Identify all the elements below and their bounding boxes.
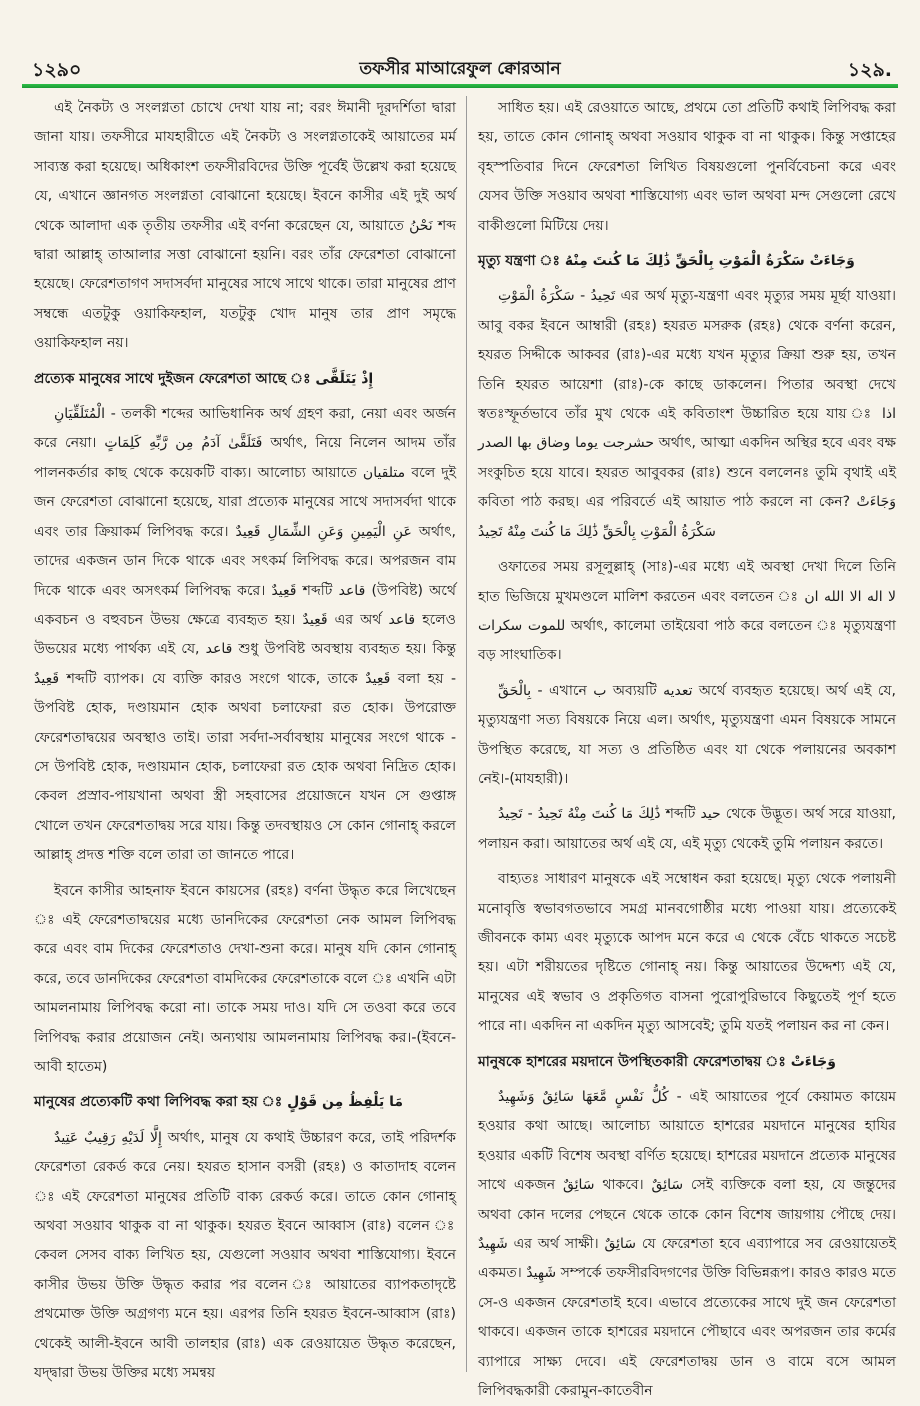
page-header [22, 50, 898, 88]
paragraph: إِلَّا لَدَيْهِ رَقِيبٌ عَتِيدٌ অর্থাৎ, মানুষ যে কথাই উচ্চারণ করে, তাই পরিদর্শক ফেরেশতা রেকর্ড করে নেয়। হযরত হাসান বসরী (রহঃ) ও কাতাদাহ বলেন ঃ এই ফেরেশতা মানুষের প্রতিটি বাক্য রেকর্ড করে। তাতে কোন গোনাহ্ অথবা সওয়াব থাকুক বা না থাকুক। হযরত ইবনে আব্বাস (রাঃ) বলেন ঃ কেবল সেসব বাক্য লিখিত হয়, যেগুলো সওয়াব অথবা শাস্তিযোগ্য। ইবনে কাসীর উভয় উক্তি উদ্ধৃত করার পর বলেন ঃ আয়াতের ব্যাপকতাদৃষ্টে প্রথমোক্ত উক্তি অগ্রগণ্য মনে হয়। এরপর তিনি হযরত ইবনে-আব্বাস (রাঃ) থেকেই আলী-ইবনে আবী তালহার (রাঃ) এক রেওয়ায়েত উদ্ধৃত করেছেন, যদ্দ্বারা উভয় উক্তির মধ্যে সমন্বয় [34, 1129, 456, 1382]
paragraph: ওফাতের সময় রসূলুল্লাহ্ (সাঃ)-এর মধ্যে এই অবস্থা দেখা দিলে তিনি হাত ভিজিয়ে মুখমণ্ডলে মালিশ করতেন এবং বলতেন ঃ لا اله الا الله ان للموت سكرات অর্থাৎ, কালেমা তাইয়েবা পাঠ করে বলতেন ঃ মৃত্যুযন্ত্রণা বড় সাংঘাতিক। [478, 559, 896, 664]
paragraph: الْمُتَلَقِّيَانِ - তলকী শব্দের আভিধানিক অর্থ গ্রহণ করা, নেয়া এবং অর্জন করে নেয়া। فَتَلَقَّىٰ آدَمُ مِن رَّبِّهِ كَلِمَاتٍ অর্থাৎ, নিয়ে নিলেন আদম তাঁর পালনকর্তার কাছ থেকে কয়েকটি বাক্য। আলোচ্য আয়াতে متلقيان বলে দুই জন ফেরেশতা বোঝানো হয়েছে, যারা প্রত্যেক মানুষের সাথে সদাসর্বদা থাকে এবং তার ক্রিয়াকর্ম লিপিবদ্ধ করে। عَنِ الْيَمِينِ وَعَنِ الشِّمَالِ قَعِيدٌ অর্থাৎ, তাদের একজন ডান দিকে থাকে এবং সৎকর্ম লিপিবদ্ধ করে। অপরজন বাম দিকে থাকে এবং অসৎকর্ম লিপিবদ্ধ করে। قَعِيدٌ শব্দটি قاعد (উপবিষ্ট) অর্থে একবচন ও বহুবচন উভয় ক্ষেত্রে ব্যবহৃত হয়। قَعِيدٌ এর অর্থ قاعد হলেও উভয়ের মধ্যে পার্থক্য এই যে, قاعد শুধু উপবিষ্ট অবস্থায় ব্যবহৃত হয়। কিন্তু قَعِيدٌ শব্দটি ব্যাপক। যে ব্যক্তি কারও সংগে থাকে, তাকে قَعِيدٌ বলা হয় - উপবিষ্ট হোক, দণ্ডায়মান হোক অথবা চলাফেরা রত হোক। উপরোক্ত ফেরেশতাদ্বয়ের অবস্থাও তাই। তারা সর্বদা-সর্বাবস্থায় মানুষের সংগে থাকে - সে উপবিষ্ট হোক, দণ্ডায়মান হোক, চলাফেরা রত হোক অথবা নিদ্রিত হোক। কেবল প্রস্রাব-পায়খানা অথবা স্ত্রী সহবাসের প্রয়োজনে যখন সে গুপ্তাঙ্গ খোলে তখন ফেরেশতাদ্বয় সরে যায়। কিন্তু তদবস্থায়ও সে কোন গোনাহ্ করলে আল্লাহ্ প্রদত্ত শক্তি বলে তারা তা জানতে পারে। [34, 406, 457, 864]
paragraph: كُلُّ نَفْسٍ مَّعَهَا سَائِقٌ وَشَهِيدٌ - এই আয়াতের পূর্বে কেয়ামত কায়েম হওয়ার কথা আছে। আলোচ্য আয়াতে হাশরের ময়দানে মানুষের হাযির হওয়ার একটি বিশেষ অবস্থা বর্ণিত হয়েছে। হাশরের ময়দানে প্রত্যেক মানুষের সাথে একজন سَائِقٌ থাকবে। سَائِقٌ সেই ব্যক্তিকে বলা হয়, যে জন্তুদের অথবা কোন দলের পেছনে থেকে তাকে কোন বিশেষ জায়গায় পৌছে দেয়। شَهِيدٌ এর অর্থ সাক্ষী। سَائِقٌ যে ফেরেশতা হবে এব্যাপারে সব রেওয়ায়েতই একমত। شَهِيدٌ সম্পর্কে তফসীরবিদগণের উক্তি বিভিন্নরূপ। কারও কারও মতে সে-ও একজন ফেরেশতাই হবে। এভাবে প্রত্যেকের সাথে দুই জন ফেরেশতা থাকবে। একজন তাকে হাশরের ময়দানে পৌছাবে এবং অপরজন তার কর্মের ব্যাপারে সাক্ষ্য দেবে। এই ফেরেশতাদ্বয় ডান ও বামে বসে আমল লিপিবদ্ধকারী কেরামুন-কাতেবীন [478, 1089, 896, 1400]
paragraph: ذَٰلِكَ مَا كُنتَ مِنْهُ تَحِيدُ - تَحِيدُ শব্দটি حيد থেকে উদ্ভূত। অর্থ সরে যাওয়া, পলায়ন করা। আয়াতের অর্থ এই যে, এই মৃত্যু থেকেই তুমি পলায়ন করতে। [478, 806, 897, 852]
paragraph: ইবনে কাসীর আহনাফ ইবনে কায়সের (রহঃ) বর্ণনা উদ্ধৃত করে লিখেছেন ঃ এই ফেরেশতাদ্বয়ের মধ্যে ডানদিকের ফেরেশতা নেক আমল লিপিবদ্ধ করে এবং বাম দিকের ফেরেশতাও দেখা-শুনা করে। মানুষ যদি কোন গোনাহ্ করে, তবে ডানদিকের ফেরেশতা বামদিকের ফেরেশতাকে বলে ঃ এখনি এটা আমলনামায় লিপিবদ্ধ করো না। তাকে সময় দাও। যদি সে তওবা করে তবে লিপিবদ্ধ করার প্রয়োজন নেই। অন্যথায় আমলনামায় লিপিবদ্ধ কর।-(ইবনে-আবী হাতেম) [34, 882, 456, 1075]
paragraph: সাধিত হয়। এই রেওয়াতে আছে, প্রথমে তো প্রতিটি কথাই লিপিবদ্ধ করা হয়, তাতে কোন গোনাহ্ অথবা সওয়াব থাকুক বা না থাকুক। কিন্তু সপ্তাহের বৃহস্পতিবার দিনে ফেরেশতা লিখিত বিষয়গুলো পুনর্বিবেচনা করে এবং যেসব উক্তি সওয়াব অথবা শাস্তিযোগ্য এবং ভাল অথবা মন্দ সেগুলো রেখে বাকীগুলো মিটিয়ে দেয়। [478, 100, 896, 234]
page-number-left: ১২৯০ [32, 59, 82, 81]
paragraph: تَحِيدُ - سَكْرَةُ الْمَوْتِ এর অর্থ মৃত্যু-যন্ত্রণা এবং মৃত্যুর সময় মূর্ছা যাওয়া। আবু বকর ইবনে আম্বারী (রহঃ) হযরত মসরুক (রহঃ) থেকে বর্ণনা করেন, হযরত সিদ্দীকে আকবর (রাঃ)-এর মধ্যে যখন মৃত্যুর ক্রিয়া শুরু হয়, তখন তিনি হযরত আয়েশা (রাঃ)-কে কাছে ডাকলেন। পিতার অবস্থা দেখে স্বতঃস্ফূর্তভাবে তাঁর মুখ থেকে এই কবিতাংশ উচ্চারিত হয়ে যায় ঃ اذا حشرجت يوما وضاق بها الصدر অর্থাৎ, আত্মা একদিন অস্থির হবে এবং বক্ষ সংকুচিত হয়ে যাবে। হযরত আবুবকর (রাঃ) শুনে বললেনঃ তুমি বৃথাই এই কবিতা পাঠ করছ। এর পরিবর্তে এই আয়াত পাঠ করলে না কেন? وَجَاءَتْ سَكْرَةُ الْمَوْتِ بِالْحَقِّ ذَٰلِكَ مَا كُنتَ مِنْهُ تَحِيدُ [478, 288, 896, 540]
header-rule [22, 84, 898, 88]
paragraph: এই নৈকট্য ও সংলগ্নতা চোখে দেখা যায় না; বরং ঈমানী দূরদর্শিতা দ্বারা জানা যায়। তফসীরে মাযহারীতে এই নৈকট্য ও সংলগ্নতাকেই আয়াতের মর্ম সাব্যস্ত করা হয়েছে। অধিকাংশ তফসীরবিদের উক্তি পূর্বেই উল্লেখ করা হয়েছে যে, এখানে জ্ঞানগত সংলগ্নতা বোঝানো হয়েছে। ইবনে কাসীর এই দুই অর্থ থেকে আলাদা এক তৃতীয় তফসীর এই বর্ণনা করেছেন যে, আয়াতে نَحْنُ শব্দ দ্বারা আল্লাহ্ তাআলার সত্তা বোঝানো হয়নি। বরং তাঁর ফেরেশতা বোঝানো হয়েছে। ফেরেশতাগণ সদাসর্বদা মানুষের সাথে সাথে থাকে। তারা মানুষের প্রাণ সম্বন্ধে এতটুকু ওয়াকিফহাল, যতটুকু খোদ মানুষ তার প্রাণ সমৃদ্ধে ওয়াকিফহাল নয়। [34, 100, 456, 352]
section-heading: মৃত্যু যন্ত্রণা ঃ وَجَاءَتْ سَكْرَةُ الْمَوْتِ بِالْحَقِّ ذَٰلِكَ مَا كُنتَ مِنْهُ [478, 253, 855, 270]
book-title: তফসীর মাআরেফুল ক্বোরআন [359, 59, 561, 79]
left-column [34, 94, 457, 1382]
section-heading: মানুষকে হাশরের ময়দানে উপস্থিতকারী ফেরেশতাদ্বয় ঃ وَجَاءَتْ [478, 1053, 836, 1070]
paragraph: বাহ্যতঃ সাধারণ মানুষকে এই সম্বোধন করা হয়েছে। মৃত্যু থেকে পলায়নী মনোবৃত্তি স্বভাবগতভাবে সমগ্র মানবগোষ্ঠীর মধ্যে পাওয়া যায়। প্রত্যেকেই জীবনকে কাম্য এবং মৃত্যুকে আপদ মনে করে এ থেকে বেঁচে থাকতে সচেষ্ট হয়। এটা শরীয়তের দৃষ্টিতে গোনাহ্ নয়। কিন্তু আয়াতের উদ্দেশ্য এই যে, মানুষের এই স্বভাব ও প্রকৃতিগত বাসনা পুরোপুরিভাবে কিছুতেই পূর্ণ হতে পারে না। একদিন না একদিন মৃত্যু আসবেই; তুমি যতই পলায়ন কর না কেন। [478, 871, 896, 1035]
page-number-right: ১২৯. [847, 59, 892, 81]
paragraph: بِالْحَقِّ - এখানে ب অব্যয়টি تعديه অর্থে ব্যবহৃত হয়েছে। অর্থ এই যে, মৃত্যুযন্ত্রণা সত্য বিষয়কে নিয়ে এল। অর্থাৎ, মৃত্যুযন্ত্রণা এমন বিষয়কে সামনে উপস্থিত করেছে, যা সত্য ও প্রতিষ্ঠিত এবং যা থেকে পলায়নের অবকাশ নেই।-(মাযহারী)। [478, 682, 897, 787]
column-divider [466, 96, 467, 1372]
right-column [478, 94, 897, 1400]
section-heading: মানুষের প্রত্যেকটি কথা লিপিবদ্ধ করা হয় ঃ مَا يَلْفِظُ مِن قَوْلٍ [34, 1094, 404, 1111]
section-heading: প্রত্যেক মানুষের সাথে দুইজন ফেরেশতা আছে ঃ إِذْ يَتَلَقَّى [34, 370, 374, 387]
